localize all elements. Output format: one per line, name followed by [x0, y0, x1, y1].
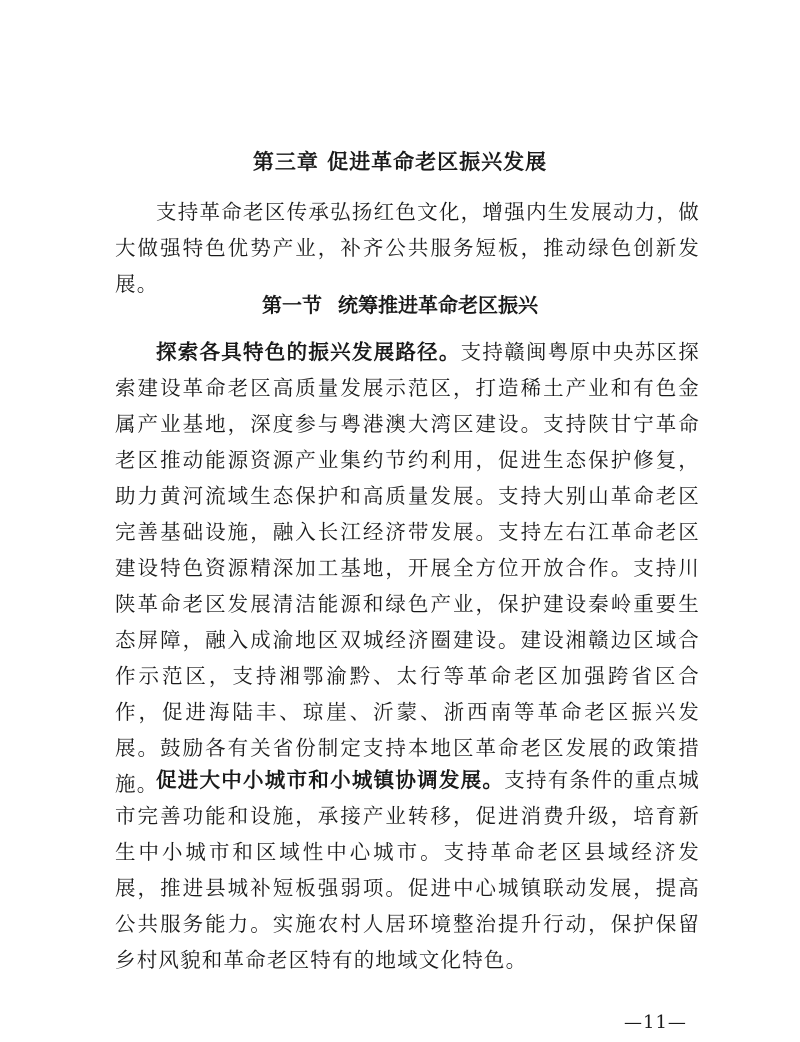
chapter-title: 第三章 促进革命老区振兴发展	[252, 150, 548, 174]
paragraph-lead-heading: 探索各具特色的振兴发展路径。	[156, 340, 461, 364]
paragraph-lead-heading: 促进大中小城市和小城镇协调发展。	[156, 768, 505, 792]
paragraph-urban-coordination	[115, 762, 700, 978]
section-number: 第一节	[262, 293, 322, 317]
paragraph-body: 支持有条件的重点城市完善功能和设施，承接产业转移，促进消费升级，培育新生中小城市和区域性中心城市。支持革命老区县域经济发展，推进县城补短板强弱项。促进中心城镇联动发展，提高公共服务能力。实施农村人居环境整治提升行动，保护保留乡村风貌和革命老区特有的地域文化特色。	[115, 768, 700, 972]
paragraph-body: 支持赣闽粤原中央苏区探索建设革命老区高质量发展示范区，打造稀土产业和有色金属产业基地，深度参与粤港澳大湾区建设。支持陕甘宁革命老区推动能源资源产业集约节约利用，促进生态保护修复，助力黄河流域生态保护和高质量发展。支持大别山革命老区完善基础设施，融入长江经济带发展。支持左右江革命老区建设特色资源精深加工基地，开展全方位开放合作。支持川陕革命老区发展清洁能源和绿色产业，保护建设秦岭重要生态屏障，融入成渝地区双城经济圈建设。建设湘赣边区域合作示范区，支持湘鄂渝黔、太行等革命老区加强跨省区合作，促进海陆丰、琼崖、沂蒙、浙西南等革命老区振兴发展。鼓励各有关省份制定支持本地区革命老区发展的政策措施。	[115, 340, 700, 796]
page-number: —11—	[624, 1012, 687, 1033]
chapter-intro-paragraph: 支持革命老区传承弘扬红色文化，增强内生发展动力，做大做强特色优势产业，补齐公共服务短板，推动绿色创新发展。	[115, 200, 700, 296]
section-title	[0, 289, 800, 318]
paragraph-revitalization-paths	[115, 334, 700, 802]
section-title-text: 统筹推进革命老区振兴	[338, 293, 538, 317]
